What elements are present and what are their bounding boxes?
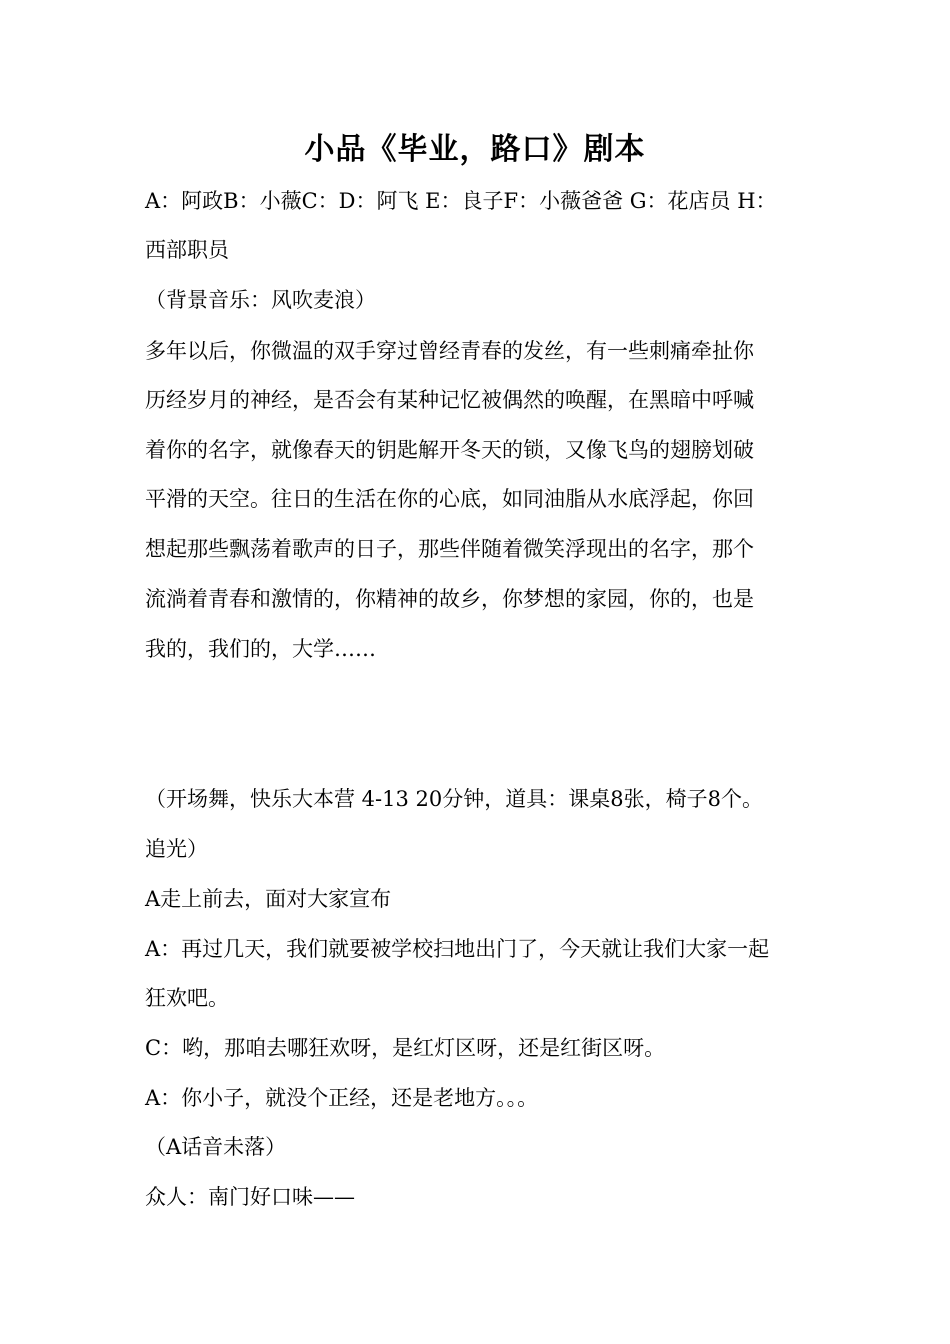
dialogue-c: C：哟，那咱去哪狂欢呀，是红灯区呀，还是红街区呀。	[145, 1036, 666, 1060]
cast-list-line-2: 西部职员	[145, 238, 229, 262]
narration-line-3: 着你的名字，就像春天的钥匙解开冬天的锁，又像飞鸟的翅膀划破	[145, 438, 754, 462]
dialogue-a-line-2: 狂欢吧。	[145, 986, 229, 1010]
stage-direction-a-steps-forward: A走上前去，面对大家宣布	[145, 887, 392, 911]
dialogue-a-reply: A：你小子，就没个正经，还是老地方。。。	[145, 1086, 539, 1110]
stage-direction-opening-1: （开场舞，快乐大本营 4-13 20分钟，道具：课桌8张，椅子8个。	[145, 787, 763, 811]
dialogue-crowd: 众人：南门好口味——	[145, 1185, 355, 1209]
narration-line-7: 我的，我们的，大学……	[145, 637, 376, 661]
page-title: 小品《毕业，路口》剧本	[304, 132, 646, 167]
stage-direction-interrupt: （A话音未落）	[145, 1135, 287, 1159]
narration-line-6: 流淌着青春和激情的，你精神的故乡，你梦想的家园，你的，也是	[145, 587, 754, 611]
narration-line-1: 多年以后，你微温的双手穿过曾经青春的发丝，有一些刺痛牵扯你	[145, 339, 754, 363]
cast-list-line-1: A：阿政B：小薇C：D：阿飞 E：良子F：小薇爸爸 G：花店员 H：	[145, 189, 777, 213]
narration-line-2: 历经岁月的神经，是否会有某种记忆被偶然的唤醒，在黑暗中呼喊	[145, 388, 754, 412]
narration-line-5: 想起那些飘荡着歌声的日子，那些伴随着微笑浮现出的名字，那个	[145, 537, 754, 561]
dialogue-a-line-1: A：再过几天，我们就要被学校扫地出门了，今天就让我们大家一起	[145, 937, 770, 961]
narration-line-4: 平滑的天空。往日的生活在你的心底，如同油脂从水底浮起，你回	[145, 487, 754, 511]
stage-direction-music: （背景音乐：风吹麦浪）	[145, 288, 376, 312]
stage-direction-opening-2: 追光）	[145, 837, 208, 861]
